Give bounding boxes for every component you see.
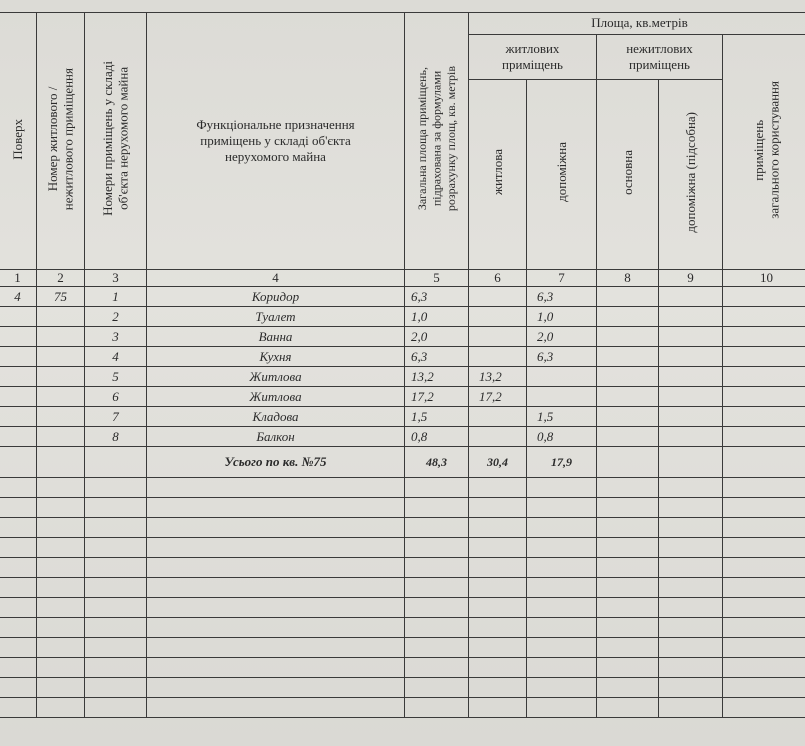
column-number: 3 [85, 270, 147, 287]
empty-cell [147, 478, 405, 498]
empty-cell [0, 598, 37, 618]
empty-cell [527, 698, 597, 718]
empty-cell [597, 347, 659, 367]
column-number: 1 [0, 270, 37, 287]
blank-row [0, 638, 805, 658]
empty-cell [405, 618, 469, 638]
empty-cell [723, 638, 805, 658]
header-floor: Поверх [0, 13, 37, 270]
empty-cell [659, 618, 723, 638]
header-area-group: Площа, кв.метрів [469, 13, 805, 35]
header-nonresidential: нежитлових приміщень [597, 35, 723, 80]
empty-cell [527, 478, 597, 498]
empty-cell [527, 538, 597, 558]
aux-area-cell: 6,3 [527, 347, 597, 367]
empty-cell [147, 518, 405, 538]
header-living: житлова [469, 80, 527, 270]
empty-cell [723, 518, 805, 538]
total-area-cell: 1,0 [405, 307, 469, 327]
empty-cell [405, 638, 469, 658]
empty-cell [85, 678, 147, 698]
column-number: 5 [405, 270, 469, 287]
column-number: 10 [723, 270, 805, 287]
apt-number-cell: 75 [37, 287, 85, 307]
header-apt-number: Номер житлового / нежитлового приміщення [37, 13, 85, 270]
blank-row [0, 618, 805, 638]
empty-cell [659, 307, 723, 327]
apt-number-cell [37, 387, 85, 407]
empty-cell [147, 618, 405, 638]
empty-cell [723, 658, 805, 678]
empty-cell [405, 538, 469, 558]
empty-cell [597, 698, 659, 718]
empty-cell [659, 427, 723, 447]
total-living-value: 30,4 [469, 447, 527, 478]
floor-cell [0, 307, 37, 327]
floor-cell [0, 407, 37, 427]
empty-cell [597, 307, 659, 327]
floor-cell [0, 387, 37, 407]
empty-cell [469, 658, 527, 678]
empty-cell [37, 498, 85, 518]
total-area-value: 48,3 [405, 447, 469, 478]
table-row [0, 347, 805, 367]
floor-cell: 4 [0, 287, 37, 307]
empty-cell [659, 558, 723, 578]
empty-cell [723, 538, 805, 558]
empty-cell [723, 498, 805, 518]
empty-cell [527, 638, 597, 658]
column-number: 8 [597, 270, 659, 287]
empty-cell [0, 618, 37, 638]
empty-cell [527, 498, 597, 518]
empty-cell [723, 327, 805, 347]
empty-cell [659, 658, 723, 678]
empty-cell [405, 558, 469, 578]
empty-cell [37, 658, 85, 678]
living-area-cell: 13,2 [469, 367, 527, 387]
empty-cell [37, 698, 85, 718]
room-name-cell: Житлова [147, 367, 405, 387]
apt-number-cell [37, 347, 85, 367]
total-label: Усього по кв. №75 [147, 447, 405, 478]
empty-cell [0, 658, 37, 678]
empty-cell [597, 558, 659, 578]
blank-row [0, 538, 805, 558]
aux-area-cell [527, 367, 597, 387]
empty-cell [527, 578, 597, 598]
empty-cell [85, 518, 147, 538]
empty-cell [147, 678, 405, 698]
header-aux-utility: допоміжна (підсобна) [659, 80, 723, 270]
empty-cell [597, 618, 659, 638]
column-number: 9 [659, 270, 723, 287]
column-number: 6 [469, 270, 527, 287]
total-area-cell: 17,2 [405, 387, 469, 407]
empty-cell [723, 387, 805, 407]
empty-cell [147, 658, 405, 678]
empty-cell [0, 538, 37, 558]
apt-number-cell [37, 407, 85, 427]
empty-cell [659, 578, 723, 598]
empty-cell [147, 498, 405, 518]
empty-cell [0, 678, 37, 698]
empty-cell [659, 638, 723, 658]
empty-cell [85, 598, 147, 618]
total-area-cell: 0,8 [405, 427, 469, 447]
empty-cell [723, 678, 805, 698]
blank-row [0, 498, 805, 518]
empty-cell [147, 698, 405, 718]
blank-row [0, 578, 805, 598]
empty-cell [405, 518, 469, 538]
empty-cell [723, 578, 805, 598]
floor-cell [0, 347, 37, 367]
room-number-cell: 3 [85, 327, 147, 347]
empty-cell [597, 538, 659, 558]
apt-number-cell [37, 327, 85, 347]
empty-cell [659, 367, 723, 387]
living-area-cell [469, 407, 527, 427]
empty-cell [527, 598, 597, 618]
room-name-cell: Коридор [147, 287, 405, 307]
header-main: основна [597, 80, 659, 270]
room-name-cell: Кухня [147, 347, 405, 367]
empty-cell [527, 558, 597, 578]
empty-cell [723, 598, 805, 618]
empty-cell [723, 407, 805, 427]
empty-cell [723, 618, 805, 638]
living-area-cell: 17,2 [469, 387, 527, 407]
empty-cell [37, 618, 85, 638]
empty-cell [723, 558, 805, 578]
blank-row [0, 678, 805, 698]
empty-cell [597, 478, 659, 498]
empty-cell [0, 518, 37, 538]
empty-cell [147, 578, 405, 598]
empty-cell [597, 498, 659, 518]
room-name-cell: Туалет [147, 307, 405, 327]
empty-cell [659, 387, 723, 407]
living-area-cell [469, 287, 527, 307]
living-area-cell [469, 427, 527, 447]
room-number-cell: 2 [85, 307, 147, 327]
column-number: 2 [37, 270, 85, 287]
empty-cell [659, 347, 723, 367]
room-name-cell: Кладова [147, 407, 405, 427]
total-area-cell: 13,2 [405, 367, 469, 387]
empty-cell [0, 558, 37, 578]
apt-number-cell [37, 367, 85, 387]
empty-cell [659, 698, 723, 718]
empty-cell [469, 518, 527, 538]
empty-cell [405, 658, 469, 678]
empty-cell [597, 367, 659, 387]
empty-cell [597, 518, 659, 538]
empty-cell [723, 427, 805, 447]
empty-cell [469, 638, 527, 658]
empty-cell [469, 538, 527, 558]
floor-cell [0, 367, 37, 387]
total-area-cell: 6,3 [405, 287, 469, 307]
empty-cell [85, 618, 147, 638]
empty-cell [723, 478, 805, 498]
column-number: 7 [527, 270, 597, 287]
empty-cell [659, 287, 723, 307]
empty-cell [527, 518, 597, 538]
empty-cell [597, 387, 659, 407]
empty-cell [597, 578, 659, 598]
living-area-cell [469, 347, 527, 367]
empty-cell [405, 498, 469, 518]
blank-row [0, 658, 805, 678]
aux-area-cell: 6,3 [527, 287, 597, 307]
room-number-cell: 5 [85, 367, 147, 387]
room-area-table [0, 12, 805, 718]
empty-cell [37, 638, 85, 658]
empty-cell [147, 538, 405, 558]
empty-cell [527, 618, 597, 638]
room-number-cell: 7 [85, 407, 147, 427]
living-area-cell [469, 307, 527, 327]
room-number-cell: 8 [85, 427, 147, 447]
empty-cell [147, 558, 405, 578]
empty-cell [469, 578, 527, 598]
room-name-cell: Балкон [147, 427, 405, 447]
empty-cell [85, 538, 147, 558]
room-number-cell: 1 [85, 287, 147, 307]
aux-area-cell: 1,0 [527, 307, 597, 327]
empty-cell [85, 558, 147, 578]
empty-cell [597, 287, 659, 307]
table-row [0, 287, 805, 307]
apt-number-cell [37, 307, 85, 327]
empty-cell [469, 618, 527, 638]
blank-row [0, 558, 805, 578]
empty-cell [597, 638, 659, 658]
empty-cell [723, 367, 805, 387]
empty-cell [723, 347, 805, 367]
table-row [0, 407, 805, 427]
empty-cell [405, 598, 469, 618]
room-name-cell: Ванна [147, 327, 405, 347]
room-number-cell: 4 [85, 347, 147, 367]
floor-cell [0, 327, 37, 347]
total-aux-value: 17,9 [527, 447, 597, 478]
empty-cell [469, 598, 527, 618]
header-residential: житлових приміщень [469, 35, 597, 80]
table-row [0, 427, 805, 447]
floor-cell [0, 427, 37, 447]
empty-cell [37, 558, 85, 578]
aux-area-cell [527, 387, 597, 407]
living-area-cell [469, 327, 527, 347]
total-row [0, 447, 805, 478]
total-area-cell: 6,3 [405, 347, 469, 367]
blank-row [0, 698, 805, 718]
empty-cell [723, 287, 805, 307]
empty-cell [597, 427, 659, 447]
empty-cell [723, 307, 805, 327]
empty-cell [37, 538, 85, 558]
empty-cell [469, 678, 527, 698]
header-auxiliary: допоміжна [527, 80, 597, 270]
empty-cell [147, 638, 405, 658]
aux-area-cell: 0,8 [527, 427, 597, 447]
empty-cell [597, 598, 659, 618]
empty-cell [659, 478, 723, 498]
empty-cell [0, 638, 37, 658]
empty-cell [147, 598, 405, 618]
empty-cell [723, 698, 805, 718]
empty-cell [597, 327, 659, 347]
empty-cell [597, 658, 659, 678]
empty-cell [527, 678, 597, 698]
column-number: 4 [147, 270, 405, 287]
empty-cell [659, 327, 723, 347]
empty-cell [85, 658, 147, 678]
empty-cell [0, 698, 37, 718]
blank-row [0, 518, 805, 538]
table-row [0, 307, 805, 327]
column-number-row [0, 270, 805, 287]
header-room-numbers: Номери приміщень у складі об'єкта нерухомого майна [85, 13, 147, 270]
empty-cell [0, 578, 37, 598]
empty-cell [469, 558, 527, 578]
aux-area-cell: 1,5 [527, 407, 597, 427]
empty-cell [659, 407, 723, 427]
apt-number-cell [37, 427, 85, 447]
empty-cell [85, 498, 147, 518]
empty-cell [405, 698, 469, 718]
empty-cell [37, 518, 85, 538]
empty-cell [85, 638, 147, 658]
table-row [0, 367, 805, 387]
blank-row [0, 598, 805, 618]
empty-cell [37, 598, 85, 618]
empty-cell [85, 478, 147, 498]
empty-cell [659, 678, 723, 698]
empty-cell [405, 578, 469, 598]
empty-cell [0, 498, 37, 518]
empty-cell [469, 478, 527, 498]
empty-cell [85, 698, 147, 718]
total-area-cell: 2,0 [405, 327, 469, 347]
room-number-cell: 6 [85, 387, 147, 407]
header-total-area: Загальна площа приміщень, підрахована за формулами розрахунку площ, кв. метрів [405, 13, 469, 270]
blank-row [0, 478, 805, 498]
empty-cell [659, 538, 723, 558]
empty-cell [659, 498, 723, 518]
empty-cell [37, 678, 85, 698]
empty-cell [597, 407, 659, 427]
table-row [0, 327, 805, 347]
total-area-cell: 1,5 [405, 407, 469, 427]
empty-cell [659, 598, 723, 618]
empty-cell [0, 478, 37, 498]
room-name-cell: Житлова [147, 387, 405, 407]
aux-area-cell: 2,0 [527, 327, 597, 347]
empty-cell [37, 578, 85, 598]
table-row [0, 387, 805, 407]
empty-cell [37, 478, 85, 498]
empty-cell [85, 578, 147, 598]
empty-cell [469, 498, 527, 518]
header-common-use: приміщень загального користування [723, 35, 805, 270]
empty-cell [597, 678, 659, 698]
empty-cell [405, 678, 469, 698]
empty-cell [405, 478, 469, 498]
empty-cell [659, 518, 723, 538]
empty-cell [469, 698, 527, 718]
empty-cell [527, 658, 597, 678]
header-purpose: Функціональне призначення приміщень у складі об'єкта нерухомого майна [147, 13, 405, 270]
